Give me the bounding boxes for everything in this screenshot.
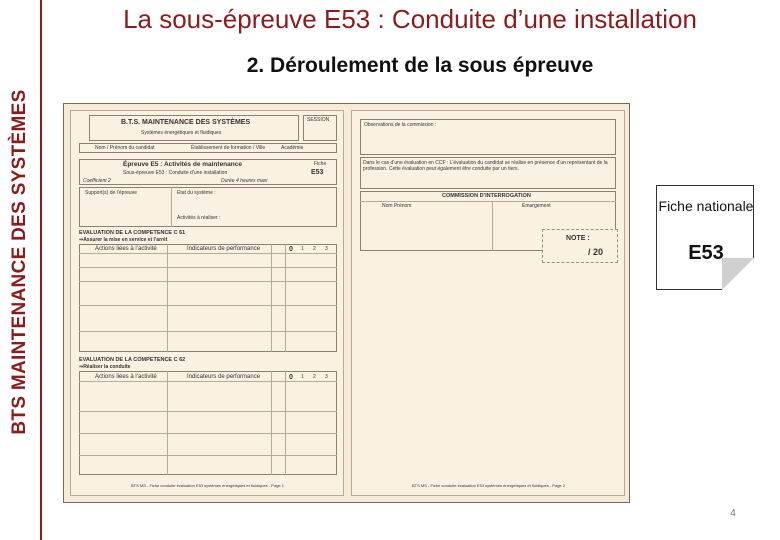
sidebar <box>0 0 38 540</box>
note-value: / 20 <box>588 247 604 257</box>
form-header-sub: Systèmes énergétiques et fluidiques <box>141 130 222 136</box>
c1-score-0: 0 <box>289 246 293 253</box>
c1-row-line <box>79 305 337 306</box>
candidate-cell-1: Nom / Prénom du candidat <box>95 145 155 151</box>
fiche-code-small: E53 <box>311 169 324 176</box>
form-page-2 <box>351 110 625 496</box>
c2-col-line <box>285 371 286 475</box>
c2-col-indicators: Indicateurs de performance <box>187 374 261 380</box>
activity-label: Activités à réaliser : <box>177 215 221 221</box>
form-page-1 <box>70 110 344 496</box>
c1-score-2: 2 <box>313 246 316 252</box>
sidebar-label: BTS MAINTENANCE DES SYSTÈMES <box>9 89 30 435</box>
c2-score-1: 1 <box>301 374 304 380</box>
slide-title: La sous-épreuve E53 : Conduite d’une installation <box>123 4 697 34</box>
c2-col-actions: Actions liées à l’activité <box>95 374 157 380</box>
c2-col-line <box>167 371 168 475</box>
c2-row-line <box>79 381 337 382</box>
c2-row-line <box>79 411 337 412</box>
commission-col-2: Émargement <box>522 203 551 209</box>
c1-score-1: 1 <box>301 246 304 252</box>
c2-score-2: 2 <box>313 374 316 380</box>
c1-row-line <box>79 267 337 268</box>
page-number: 4 <box>730 508 736 519</box>
c1-col-actions: Actions liées à l’activité <box>95 246 157 252</box>
c1-score-3: 3 <box>325 246 328 252</box>
form-header: B.T.S. MAINTENANCE DES SYSTÈMES <box>121 119 251 126</box>
c2-row-line <box>79 455 337 456</box>
page-2-footer: BTS MS - Fiche conduite évaluation E53 systèmes énergétiques et fluidiques - Page 2 <box>412 483 565 488</box>
c1-col-indicators: Indicateurs de performance <box>187 246 261 252</box>
c2-score-3: 3 <box>325 374 328 380</box>
observations-label: Observations de la commission : <box>364 122 437 128</box>
candidate-cell-3: Académie <box>281 145 304 151</box>
c1-col-line <box>167 244 168 352</box>
competence-2-title: EVALUATION DE LA COMPETENCE C 62 <box>79 357 186 363</box>
competence-2-sub: ⇒Réaliser la conduite <box>79 364 131 370</box>
fiche-callout-code: E53 <box>688 242 724 264</box>
fiche-callout <box>656 185 754 290</box>
competence-1-title: EVALUATION DE LA COMPETENCE C 61 <box>79 230 186 236</box>
commission-line <box>360 201 616 202</box>
commission-title: COMMISSION D’INTERROGATION <box>442 193 531 199</box>
evaluation-form-image <box>63 103 630 503</box>
sidebar-divider <box>40 0 42 540</box>
slide-subtitle: 2. Déroulement de la sous épreuve <box>246 54 594 77</box>
competence-1-table <box>79 244 337 352</box>
activity-sub: Sous-épreuve E53 : Conduite d’une installation <box>123 170 228 176</box>
c1-col-line <box>271 244 272 352</box>
page-1-footer: BTS MS - Fiche conduite évaluation E53 systèmes énergétiques et fluidiques - Page 1 <box>131 483 284 488</box>
c2-col-line <box>271 371 272 475</box>
activity-title: Épreuve E5 : Activités de maintenance <box>123 161 242 168</box>
note-text: Dans le cas d’une évaluation en CCF : L’évaluation du candidat se réalise en présence d’un représentant de la profession. Cette évaluation peut également être conduite par un tiers. <box>360 157 616 189</box>
page-curl-icon <box>722 258 754 290</box>
coefficient: Coefficient 2 <box>83 178 111 184</box>
duration: Durée 4 heures maxi <box>221 178 268 184</box>
commission-divider <box>492 201 493 251</box>
c1-row-line <box>79 281 337 282</box>
support-divider <box>171 187 172 227</box>
c1-col-line <box>285 244 286 352</box>
candidate-cell-2: Établissement de formation / Ville <box>191 145 266 151</box>
c2-score-0: 0 <box>289 374 293 381</box>
competence-1-sub: ⇒Assurer la mise en service et l’arrêt <box>79 237 168 243</box>
fiche-callout-label: Fiche nationale <box>658 198 754 214</box>
session-label: SESSION <box>307 117 330 123</box>
fiche-label-small: Fiche <box>314 161 327 167</box>
support-label: Support(s) de l’épreuve <box>85 190 137 196</box>
note-label: NOTE : <box>566 235 590 242</box>
system-label: Etat du système : <box>177 190 216 196</box>
c1-row-line <box>79 253 337 254</box>
c2-row-line <box>79 433 337 434</box>
c1-row-line <box>79 331 337 332</box>
competence-2-table <box>79 371 337 475</box>
commission-col-1: Nom Prénom <box>382 203 412 209</box>
